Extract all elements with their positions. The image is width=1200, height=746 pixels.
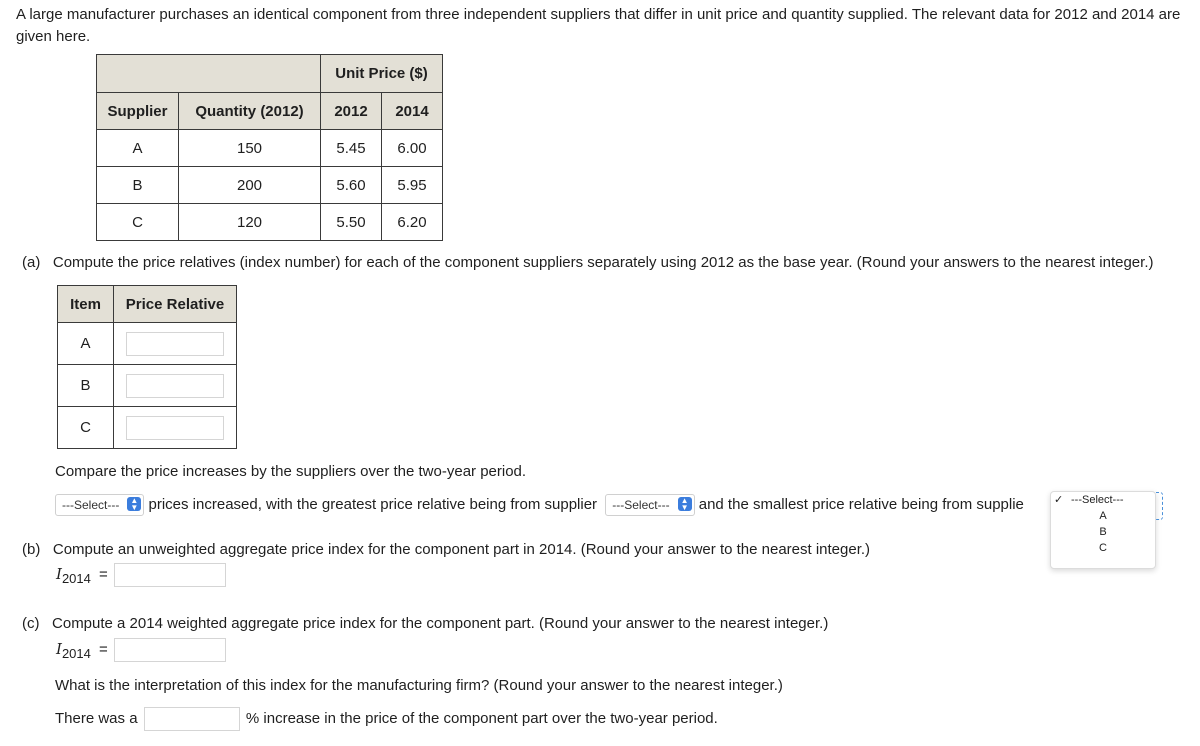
part-c-question (22, 615, 828, 632)
quantity-cell: 150 (179, 130, 321, 167)
header-blank (97, 55, 321, 93)
part-c-text: Compute a 2014 weighted aggregate price index for the component part. (Round your answer to the nearest integer.) (52, 615, 829, 632)
quantity-cell: 120 (179, 204, 321, 241)
interpretation-question: What is the interpretation of this index for the manufacturing firm? (Round your answer to the nearest integer.) (55, 677, 783, 694)
col-2012-header: 2012 (321, 93, 382, 130)
col-item-header: Item (58, 286, 114, 323)
price-2014-cell: 6.00 (382, 130, 443, 167)
problem-intro: A large manufacturer purchases an identical component from three independent suppliers that differ in unit price and quantity supplied. The relevant data for 2012 and 2014 are given here. (16, 6, 1181, 45)
dropdown-option-a[interactable]: A (1099, 510, 1107, 522)
part-b-label: (b) (22, 541, 41, 558)
dropdown-option-c[interactable]: C (1099, 542, 1107, 554)
checkmark-icon: ✓ (1054, 494, 1064, 506)
item-cell: C (58, 407, 114, 449)
table-row (97, 167, 443, 204)
table-row (58, 323, 237, 365)
select-which-suppliers[interactable]: ---Select--- ▲ ▼ (55, 494, 144, 516)
price-2012-cell: 5.50 (321, 204, 382, 241)
compare-text: Compare the price increases by the suppliers over the two-year period. (55, 463, 527, 480)
price-2012-cell: 5.45 (321, 130, 382, 167)
part-a-label: (a) (22, 254, 41, 271)
table-row (97, 130, 443, 167)
quantity-cell: 200 (179, 167, 321, 204)
table-row (58, 407, 237, 449)
supplier-cell: B (97, 167, 179, 204)
unit-price-header: Unit Price ($) (321, 55, 443, 93)
weighted-index-input[interactable] (114, 638, 226, 662)
part-b-question (22, 541, 870, 558)
percent-increase-input[interactable] (144, 707, 240, 731)
price-relative-a-input[interactable] (126, 332, 224, 356)
item-cell: A (58, 323, 114, 365)
col-price-relative-header: Price Relative (114, 286, 237, 323)
index-variable: $I_{2014}$ (56, 564, 91, 586)
compare-sentence: ---Select--- ▲ ▼ prices increased, with the greatest price relative being from supplier ---Select--- ▲ ▼ and the smallest price relative being from supplie (55, 494, 1024, 516)
select-arrows-icon: ▲ ▼ (127, 497, 141, 511)
index-variable: $I_{2014}$ (56, 639, 91, 661)
supplier-data-table (96, 54, 443, 241)
table-row (97, 204, 443, 241)
price-2014-cell: 6.20 (382, 204, 443, 241)
price-2014-cell: 5.95 (382, 167, 443, 204)
select-smallest-supplier-dropdown[interactable] (1050, 491, 1156, 569)
col-supplier-header: Supplier (97, 93, 179, 130)
unweighted-index-input[interactable] (114, 563, 226, 587)
supplier-cell: A (97, 130, 179, 167)
part-b-answer-line: $I_{2014}$ = (56, 563, 226, 587)
select-arrows-icon: ▲ ▼ (678, 497, 692, 511)
part-c-answer-line: $I_{2014}$ = (56, 638, 226, 662)
item-cell: B (58, 365, 114, 407)
part-a-question (22, 254, 1153, 271)
table-row (58, 365, 237, 407)
part-a-text: Compute the price relatives (index number) for each of the component suppliers separately using 2012 as the base year. (Round your answers to the nearest integer.) (52, 254, 1154, 271)
select-greatest-supplier[interactable]: ---Select--- ▲ ▼ (605, 494, 694, 516)
part-b-text: Compute an unweighted aggregate price index for the component part in 2014. (Round your answer to the nearest integer.) (52, 541, 871, 558)
part-c-label: (c) (22, 615, 40, 632)
price-relative-b-input[interactable] (126, 374, 224, 398)
col-quantity-header: Quantity (2012) (179, 93, 321, 130)
col-2014-header: 2014 (382, 93, 443, 130)
focus-outline (1156, 492, 1163, 520)
price-relative-table (57, 285, 237, 449)
price-relative-c-input[interactable] (126, 416, 224, 440)
dropdown-option-select[interactable]: ✓ ---Select--- (1054, 494, 1124, 506)
price-2012-cell: 5.60 (321, 167, 382, 204)
supplier-cell: C (97, 204, 179, 241)
interpretation-answer-line: There was a % increase in the price of the component part over the two-year period. (55, 707, 718, 731)
dropdown-option-b[interactable]: B (1099, 526, 1107, 538)
